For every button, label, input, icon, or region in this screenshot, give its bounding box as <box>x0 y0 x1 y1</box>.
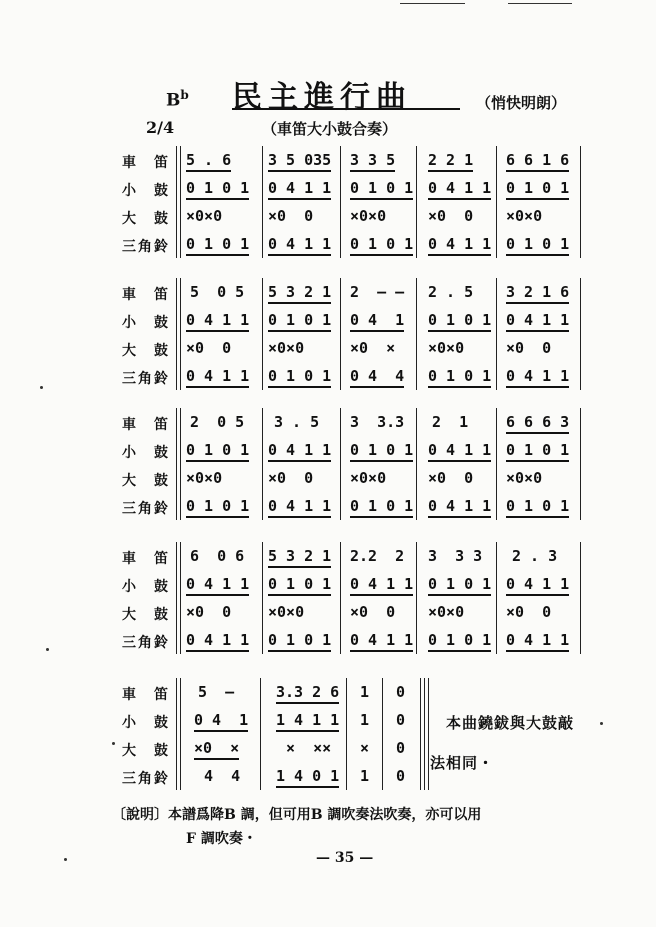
measure: 0 1 0 1 <box>350 235 413 256</box>
measure: 2 2 1 <box>428 151 473 172</box>
measure: 0 1 0 1 <box>268 311 331 332</box>
measure: 0 1 0 1 <box>428 367 491 388</box>
measure: 1 4 1 1 <box>276 711 339 732</box>
measure: ×0 0 <box>506 339 552 357</box>
measure: 4 4 <box>204 767 241 785</box>
measure: ×0 × <box>350 339 396 357</box>
measure: 3 3 5 <box>350 151 395 172</box>
measure: ×0×0 <box>186 207 223 225</box>
instrument-label: 車 笛 <box>122 287 170 303</box>
measure: 2 1 <box>432 413 469 431</box>
measure: 0 1 0 1 <box>506 179 569 200</box>
measure: 3 3.3 <box>350 413 405 431</box>
measure: ×0 0 <box>428 207 474 225</box>
measure: ×0×0 <box>186 469 223 487</box>
measure: 0 4 1 1 <box>428 497 491 518</box>
measure: 1 <box>360 683 370 701</box>
instrument-label: 車 笛 <box>122 417 170 433</box>
page-number: — 35 — <box>316 850 374 866</box>
measure: 1 <box>360 767 370 785</box>
explanation-line-1: 〔說明〕本譜爲降B 調，但可用B 調吹奏法吹奏，亦可以用 <box>112 807 482 823</box>
instrument-label: 三角鈴 <box>122 371 170 387</box>
measure: 3.3 2 6 <box>276 683 339 704</box>
instrument-label: 大 鼓 <box>122 473 170 489</box>
measure: 0 4 1 1 <box>506 575 569 596</box>
measure: 0 4 1 1 <box>428 235 491 256</box>
measure: 0 1 0 1 <box>186 179 249 200</box>
instrument-label: 小 鼓 <box>122 715 170 731</box>
measure: 0 <box>396 683 406 701</box>
measure: 0 4 1 1 <box>186 575 249 596</box>
measure: 0 4 1 1 <box>428 179 491 200</box>
page-title: 民主進行曲 <box>232 80 412 115</box>
measure: 0 4 1 1 <box>186 311 249 332</box>
measure: × <box>360 739 370 757</box>
measure: 0 1 0 1 <box>506 235 569 256</box>
staff-row-bass-drum <box>118 336 588 364</box>
instrument-label: 三角鈴 <box>122 635 170 651</box>
measure: 0 4 1 <box>194 711 248 732</box>
staff-row-snare <box>118 708 438 736</box>
staff-row-flute <box>118 148 588 176</box>
instrument-label: 大 鼓 <box>122 211 170 227</box>
score-system-5 <box>118 676 438 796</box>
measure: 3 5 035 <box>268 151 331 172</box>
subtitle: （車笛大小鼓合奏） <box>262 120 398 138</box>
measure: ×0 0 <box>428 469 474 487</box>
instrument-label: 車 笛 <box>122 155 170 171</box>
measure: 0 1 0 1 <box>506 497 569 518</box>
measure: ×0×0 <box>506 469 543 487</box>
staff-row-snare <box>118 438 588 466</box>
measure: ×0×0 <box>350 469 387 487</box>
measure: 0 1 0 1 <box>268 631 331 652</box>
measure: 0 4 1 1 <box>506 367 569 388</box>
measure: ×0 0 <box>186 603 232 621</box>
score-system-4 <box>118 540 588 660</box>
measure: 0 4 1 1 <box>428 441 491 462</box>
measure: × ×× <box>286 739 332 757</box>
instrument-label: 三角鈴 <box>122 771 170 787</box>
instrument-label: 車 笛 <box>122 687 170 703</box>
instrument-label: 小 鼓 <box>122 183 170 199</box>
score-system-1 <box>118 144 588 264</box>
measure: 1 4 0 1 <box>276 767 339 788</box>
staff-row-bass-drum <box>118 600 588 628</box>
measure: 2 . 3 <box>512 547 558 565</box>
measure: 0 4 1 1 <box>506 311 569 332</box>
title-underline <box>232 108 460 110</box>
scan-speck <box>40 386 43 389</box>
measure: 0 <box>396 739 406 757</box>
staff-row-snare <box>118 308 588 336</box>
staff-row-flute <box>118 544 588 572</box>
measure: ×0×0 <box>350 207 387 225</box>
measure: 5 — <box>198 683 235 701</box>
measure: 0 1 0 1 <box>186 235 249 256</box>
measure: 2 — — <box>350 283 405 301</box>
measure: ×0×0 <box>268 339 305 357</box>
measure: 0 4 1 1 <box>268 179 331 200</box>
measure: 0 1 0 1 <box>428 575 491 596</box>
score-system-3 <box>118 406 588 526</box>
staff-row-triangle <box>118 364 588 392</box>
measure: 0 4 1 1 <box>186 367 249 388</box>
explanation-line-2: F 調吹奏・ <box>186 831 257 847</box>
staff-row-triangle <box>118 628 588 656</box>
measure: ×0 0 <box>268 207 314 225</box>
instrument-label: 大 鼓 <box>122 607 170 623</box>
measure: ×0×0 <box>268 603 305 621</box>
measure: 5 3 2 1 <box>268 283 331 304</box>
tempo-marking: （悄快明朗） <box>476 94 567 112</box>
time-signature: 2/4 <box>146 118 175 137</box>
staff-row-bass-drum <box>118 204 588 232</box>
side-note-rule <box>428 678 429 790</box>
scan-speck <box>64 858 67 861</box>
measure: 3 3 3 <box>428 547 483 565</box>
staff-row-flute <box>118 680 438 708</box>
measure: 0 4 1 1 <box>268 235 331 256</box>
measure: 0 4 1 1 <box>350 575 413 596</box>
measure: 0 4 1 1 <box>506 631 569 652</box>
staff-row-bass-drum <box>118 466 588 494</box>
measure: ×0 0 <box>506 603 552 621</box>
key-signature <box>166 88 189 111</box>
measure: 2 . 5 <box>428 283 474 301</box>
measure: 0 1 0 1 <box>186 441 249 462</box>
scan-speck <box>600 722 603 725</box>
side-note-line-1: 本曲鐃鈸與大鼓敲 <box>446 714 575 732</box>
top-edge-line <box>508 3 572 4</box>
measure: 0 1 0 1 <box>350 179 413 200</box>
instrument-label: 小 鼓 <box>122 445 170 461</box>
measure: 6 6 1 6 <box>506 151 569 172</box>
measure: ×0 0 <box>186 339 232 357</box>
instrument-label: 小 鼓 <box>122 315 170 331</box>
measure: 0 1 0 1 <box>186 497 249 518</box>
scan-speck <box>112 742 115 745</box>
measure: 0 <box>396 711 406 729</box>
instrument-label: 大 鼓 <box>122 343 170 359</box>
instrument-label: 小 鼓 <box>122 579 170 595</box>
measure: 0 4 1 <box>350 311 404 332</box>
measure: 2.2 2 <box>350 547 405 565</box>
instrument-label: 車 笛 <box>122 551 170 567</box>
staff-row-bass-drum <box>118 736 438 764</box>
measure: 5 3 2 1 <box>268 547 331 568</box>
measure: 6 6 6 3 <box>506 413 569 434</box>
key-letter: B <box>166 90 181 111</box>
instrument-label: 三角鈴 <box>122 239 170 255</box>
measure: 5 . 6 <box>186 151 231 172</box>
measure: ×0 × <box>194 739 239 760</box>
side-note-line-2: 法相同・ <box>430 754 495 772</box>
measure: 3 . 5 <box>274 413 320 431</box>
measure: 0 4 1 1 <box>350 631 413 652</box>
scan-speck <box>46 648 49 651</box>
instrument-label: 大 鼓 <box>122 743 170 759</box>
key-flat: b <box>180 88 189 102</box>
measure: 0 4 1 1 <box>268 441 331 462</box>
top-edge-line <box>400 3 465 4</box>
measure: 0 1 0 1 <box>350 497 413 518</box>
measure: 6 0 6 <box>190 547 245 565</box>
measure: 0 1 0 1 <box>268 575 331 596</box>
measure: 2 0 5 <box>190 413 245 431</box>
measure: 0 1 0 1 <box>428 311 491 332</box>
staff-row-flute <box>118 280 588 308</box>
measure: ×0×0 <box>506 207 543 225</box>
measure: ×0×0 <box>428 339 465 357</box>
measure: ×0×0 <box>428 603 465 621</box>
measure: 0 1 0 1 <box>350 441 413 462</box>
instrument-label: 三角鈴 <box>122 501 170 517</box>
staff-row-triangle <box>118 494 588 522</box>
measure: ×0 0 <box>268 469 314 487</box>
measure: 5 0 5 <box>190 283 245 301</box>
measure: ×0 0 <box>350 603 396 621</box>
measure: 0 1 0 1 <box>268 367 331 388</box>
measure: 0 4 1 1 <box>268 497 331 518</box>
measure: 0 4 4 <box>350 367 404 388</box>
measure: 0 <box>396 767 406 785</box>
measure: 3 2 1 6 <box>506 283 569 304</box>
staff-row-snare <box>118 176 588 204</box>
measure: 0 1 0 1 <box>428 631 491 652</box>
score-system-2 <box>118 276 588 396</box>
measure: 1 <box>360 711 370 729</box>
measure: 0 4 1 1 <box>186 631 249 652</box>
staff-row-triangle <box>118 764 438 792</box>
staff-row-flute <box>118 410 588 438</box>
staff-row-triangle <box>118 232 588 260</box>
staff-row-snare <box>118 572 588 600</box>
measure: 0 1 0 1 <box>506 441 569 462</box>
